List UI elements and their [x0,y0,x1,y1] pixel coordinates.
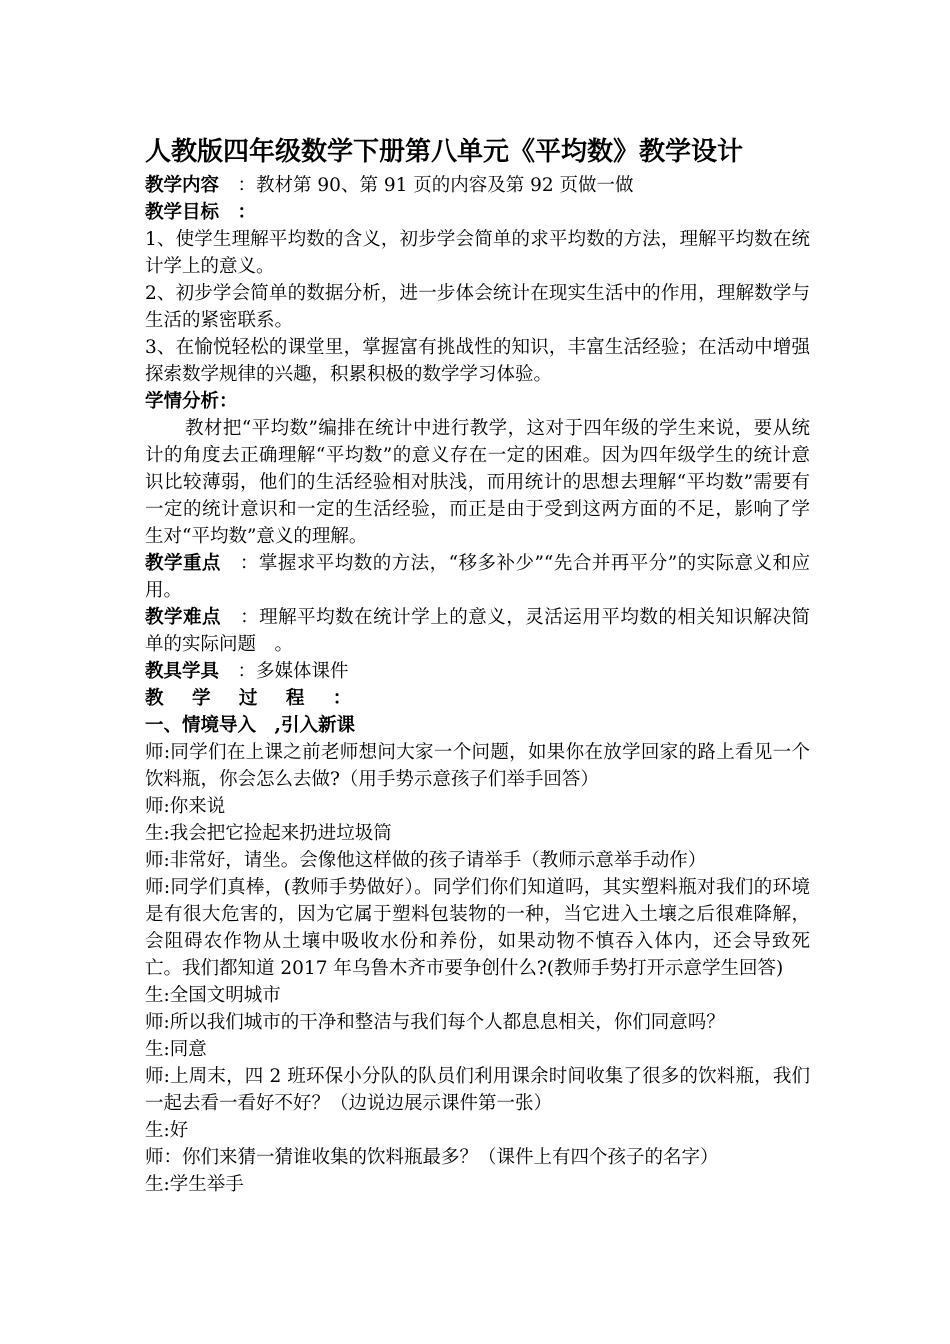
teaching-process-heading: 教 学 过 程 ： [145,688,363,709]
teaching-goals-colon: ： [237,202,257,223]
teaching-difficulty-label: 教学难点 [145,607,222,628]
goal-item-3: 3、在愉悦轻松的课堂里，掌握富有挑战性的知识，丰富生活经验；在活动中增强探索数学规律的兴趣，积累积极的数学学习体验。 [145,337,810,385]
teaching-content-text: ：教材第 90、第 91 页的内容及第 92 页做一做 [237,175,634,196]
teaching-goals-label: 教学目标 [145,202,220,223]
teaching-content-label: 教学内容 [145,175,220,196]
dialogue-line: 师:上周末，四 2 班环保小分队的队员们利用课余时间收集了很多的饮料瓶，我们一起去看一看好不好？（边说边展示课件第一张） [145,1066,810,1114]
teaching-tools-label: 教具学具 [145,661,220,682]
dialogue-line: 生:同意 [145,1039,207,1060]
teaching-key-label: 教学重点 [145,553,221,574]
teaching-key-text: ：掌握求平均数的方法，“移多补少”“先合并再平分”的实际意义和应用。 [145,553,810,601]
dialogue-line: 生:全国文明城市 [145,985,281,1006]
document-title: 人教版四年级数学下册第八单元《平均数》教学设计 [145,137,744,167]
dialogue-line: 生:学生举手 [145,1174,244,1195]
teaching-goals-heading [145,199,810,226]
dialogue-line: 师：你们来猜一猜谁收集的饮料瓶最多？（课件上有四个孩子的名字） [145,1147,719,1168]
goal-item-2: 2、初步学会简单的数据分析，进一步体会统计在现实生活中的作用，理解数学与生活的紧密联系。 [145,283,810,331]
dialogue-line: 师:同学们真棒，(教师手势做好）。同学们你们知道吗，其实塑料瓶对我们的环境是有很大危害的，因为它属于塑料包装物的一种，当它进入土壤之后很难降解，会阻碍农作物从土壤中吸收水份和养份，如果动物不慎吞入体内，还会导致死亡。我们都知道 2017 年乌鲁木齐市要争创什么?(教师手势打开示意学生回答) [145,877,810,979]
teaching-difficulty [145,604,810,658]
dialogue-line: 师:你来说 [145,796,226,817]
section-1-heading: 一、情境导入 ,引入新课 [145,715,355,736]
teaching-content [145,172,810,199]
teaching-difficulty-text: ：理解平均数在统计学上的意义，灵活运用平均数的相关知识解决简单的实际问题 。 [145,607,810,655]
document-page [145,134,810,1198]
dialogue-line: 师:同学们在上课之前老师想问大家一个问题，如果你在放学回家的路上看见一个饮料瓶，你会怎么去做?（用手势示意孩子们举手回答） [145,742,810,790]
teaching-tools-text: ：多媒体课件 [237,661,349,682]
dialogue-line: 生:我会把它捡起来扔进垃圾筒 [145,823,392,844]
teaching-key [145,550,810,604]
analysis-label: 学情分析： [145,391,238,412]
dialogue-line: 生:好 [145,1120,189,1141]
dialogue-line: 师:非常好，请坐。会像他这样做的孩子请举手（教师示意举手动作） [145,850,707,871]
dialogue-line: 师:所以我们城市的干净和整洁与我们每个人都息息相关，你们同意吗？ [145,1012,725,1033]
goal-item-1: 1、使学生理解平均数的含义，初步学会简单的求平均数的方法，理解平均数在统计学上的意义。 [145,229,810,277]
teaching-tools [145,658,810,685]
analysis-text: 教材把“平均数”编排在统计中进行教学，这对于四年级的学生来说，要从统计的角度去正确理解“平均数”的意义存在一定的困难。因为四年级学生的统计意识比较薄弱，他们的生活经验相对肤浅，而用统计的思想去理解“平均数”需要有一定的统计意识和一定的生活经验，而正是由于受到这两方面的不足，影响了学生对“平均数”意义的理解。 [145,418,810,547]
